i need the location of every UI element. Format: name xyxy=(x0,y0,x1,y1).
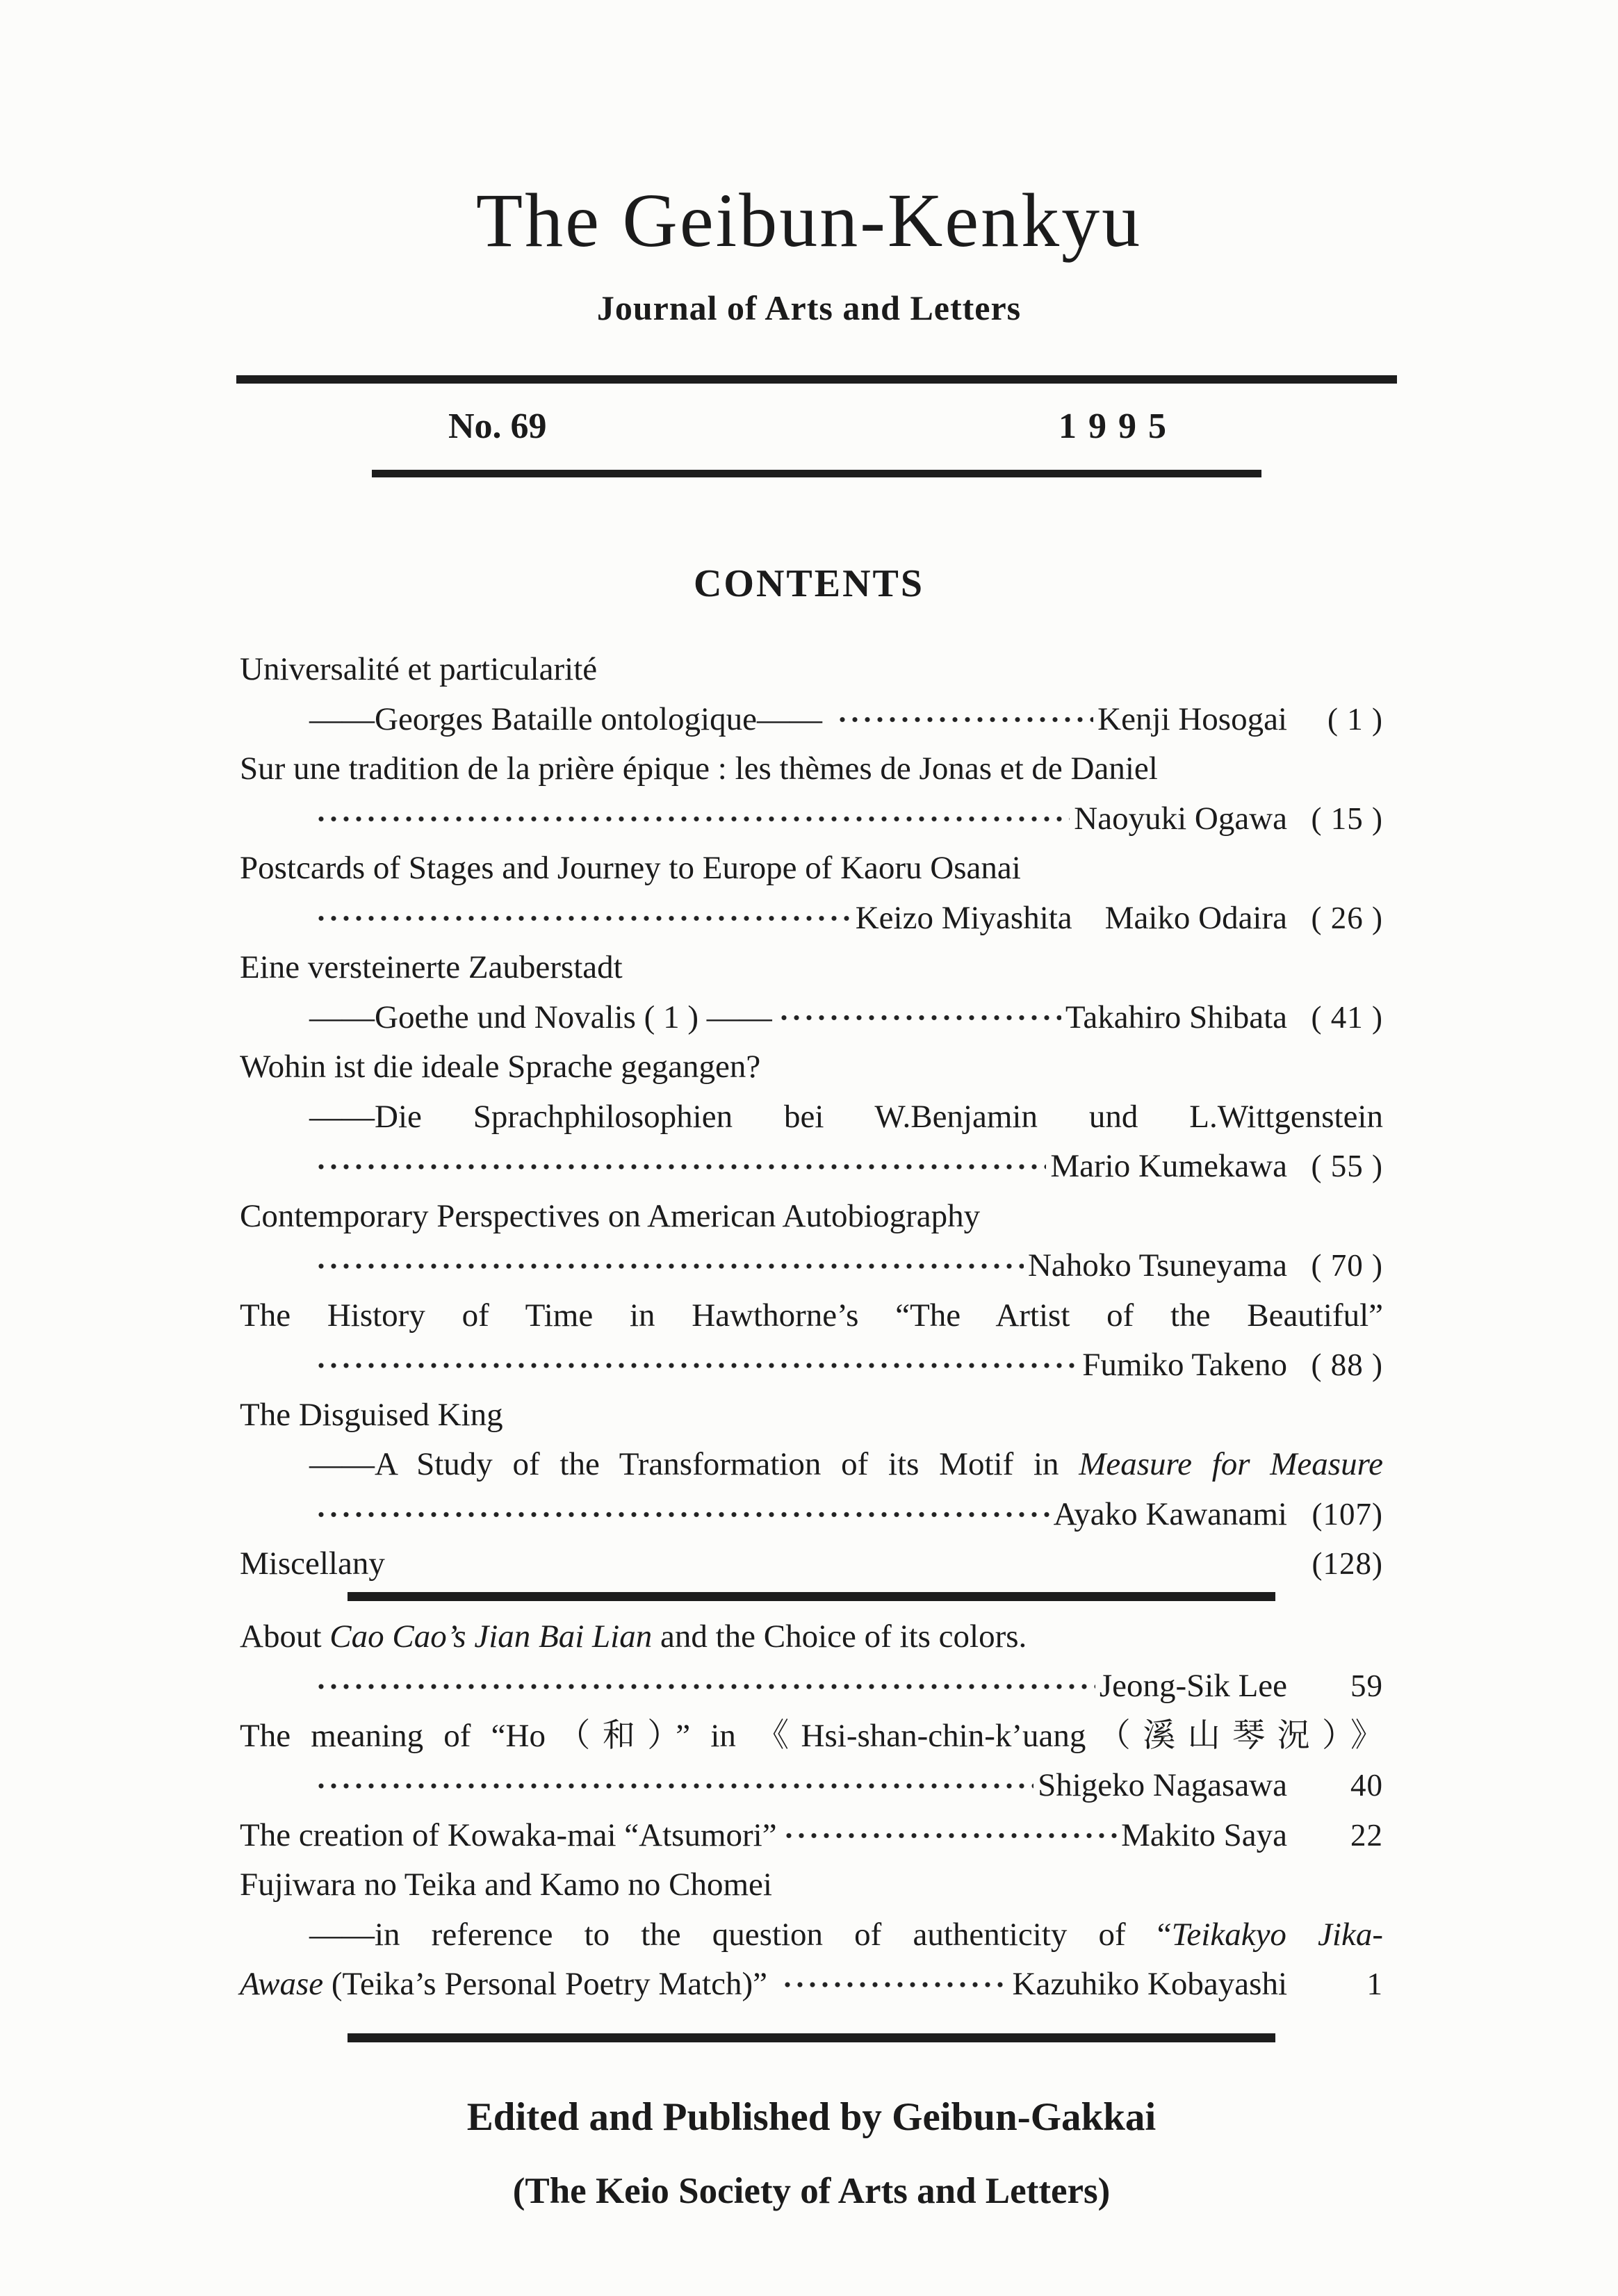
issue-year: 1995 xyxy=(1059,407,1178,446)
dot-leader xyxy=(775,993,1061,1043)
author-name: Keizo Miyashita Maiko Odaira xyxy=(855,899,1287,936)
author-name: Fumiko Takeno xyxy=(1082,1347,1287,1383)
author-name: Kazuhiko Kobayashi xyxy=(1012,1966,1287,2002)
toc-section-2 xyxy=(240,1612,1383,2010)
footer-rule xyxy=(348,2033,1275,2042)
dot-leader xyxy=(833,695,1093,745)
author-name: Makito Saya xyxy=(1121,1817,1287,1853)
issue-rule xyxy=(372,470,1261,477)
title-rule xyxy=(236,375,1397,384)
toc-line xyxy=(240,1761,1383,1811)
toc-line xyxy=(240,1142,1383,1192)
toc-line xyxy=(240,744,1383,794)
toc-line xyxy=(240,1539,1383,1589)
page-number: ( 41 ) xyxy=(1311,999,1383,1035)
toc-text: Fujiwara no Teika and Kamo no Chomei xyxy=(240,1867,772,1903)
page-number: 1 xyxy=(1366,1967,1383,2001)
toc-line xyxy=(240,1241,1383,1291)
toc-line xyxy=(240,1192,1383,1242)
page-number: ( 26 ) xyxy=(1311,900,1383,935)
toc-line xyxy=(240,1340,1383,1391)
dot-leader xyxy=(312,1761,1033,1811)
dot-leader xyxy=(312,894,851,944)
toc-line xyxy=(240,1042,1383,1092)
dot-leader xyxy=(312,1142,1046,1192)
toc-text: ——Goethe und Novalis ( 1 ) —— xyxy=(309,999,772,1035)
page-number: ( 1 ) xyxy=(1327,701,1383,737)
toc-text: Miscellany xyxy=(240,1545,385,1582)
toc-line xyxy=(240,1291,1383,1341)
toc-line xyxy=(240,1860,1383,1910)
contents-body xyxy=(240,645,1383,2213)
toc-text: Postcards of Stages and Journey to Europe of Kaoru Osanai xyxy=(240,850,1021,886)
toc-line xyxy=(240,1712,1383,1762)
toc-line xyxy=(240,1960,1383,2010)
author-name: Jeong-Sik Lee xyxy=(1099,1668,1287,1704)
page-number: 40 xyxy=(1350,1768,1383,1803)
toc-line xyxy=(240,1490,1383,1540)
toc-line xyxy=(240,1440,1383,1490)
toc-text: (Teika’s Personal Poetry Match)” xyxy=(323,1966,776,2002)
author-name: Shigeko Nagasawa xyxy=(1038,1767,1287,1803)
author-name: Naoyuki Ogawa xyxy=(1074,800,1287,837)
page-number: ( 55 ) xyxy=(1311,1149,1383,1183)
publisher-line: Edited and Published by Geibun-Gakkai xyxy=(466,2094,1157,2139)
toc-section-1 xyxy=(240,645,1383,1589)
toc-text: The Disguised King xyxy=(240,1396,503,1433)
toc-text: Awase xyxy=(240,1966,324,2002)
toc-text: Teikakyo Jika- xyxy=(1171,1916,1383,1953)
toc-text: The History of Time in Hawthorne’s “The Artist of the Beautiful” xyxy=(240,1297,1383,1334)
author-name: Takahiro Shibata xyxy=(1065,999,1287,1035)
dot-leader xyxy=(778,1960,1008,2010)
page-number: 59 xyxy=(1350,1668,1383,1703)
page-number: (128) xyxy=(1311,1546,1383,1581)
toc-text: Wohin ist die ideale Sprache gegangen? xyxy=(240,1049,761,1085)
dot-leader xyxy=(312,1490,1049,1540)
dot-leader xyxy=(312,794,1070,844)
toc-text: Eine versteinerte Zauberstadt xyxy=(240,949,623,985)
toc-text: The meaning of “Ho（和）” in 《Hsi-shan-chin-k’uang（溪山琴況）》 xyxy=(240,1717,1383,1754)
toc-text: ——in reference to the question of authenticity of “ xyxy=(309,1916,1172,1953)
page-number: 22 xyxy=(1350,1817,1383,1853)
toc-line xyxy=(240,1092,1383,1142)
toc-line xyxy=(240,1662,1383,1712)
toc-line xyxy=(240,1811,1383,1861)
toc-line xyxy=(240,894,1383,944)
journal-subtitle: Journal of Arts and Letters xyxy=(596,288,1022,327)
toc-text: Cao Cao’s Jian Bai Lian xyxy=(329,1618,653,1655)
contents-heading: CONTENTS xyxy=(693,562,925,605)
toc-text: ——Georges Bataille ontologique—— xyxy=(309,700,831,737)
page-number: (107) xyxy=(1311,1496,1383,1532)
toc-line xyxy=(240,645,1383,695)
toc-line xyxy=(240,844,1383,894)
toc-line xyxy=(240,1910,1383,1960)
journal-title: The Geibun-Kenkyu xyxy=(475,178,1143,263)
toc-text: Universalité et particularité xyxy=(240,651,598,687)
dot-leader xyxy=(780,1811,1118,1861)
toc-text: The creation of Kowaka-mai “Atsumori” xyxy=(240,1817,777,1853)
toc-text: ——A Study of the Transformation of its Motif in xyxy=(309,1446,1079,1482)
toc-text: Contemporary Perspectives on American Autobiography xyxy=(240,1197,981,1234)
section-divider-rule xyxy=(348,1592,1275,1601)
toc-line xyxy=(240,993,1383,1043)
toc-text: About xyxy=(240,1618,330,1655)
toc-line xyxy=(240,695,1383,745)
dot-leader xyxy=(312,1662,1095,1712)
author-name: Ayako Kawanami xyxy=(1053,1495,1287,1532)
author-name: Mario Kumekawa xyxy=(1050,1148,1287,1184)
toc-text: Sur une tradition de la prière épique : les thèmes de Jonas et de Daniel xyxy=(240,751,1158,787)
author-name: Kenji Hosogai xyxy=(1097,700,1287,737)
dot-leader xyxy=(312,1241,1024,1291)
toc-line xyxy=(240,943,1383,993)
dot-leader xyxy=(312,1340,1078,1391)
toc-line xyxy=(240,1391,1383,1441)
issue-number: No. 69 xyxy=(448,407,547,446)
toc-text: and the Choice of its colors. xyxy=(652,1618,1027,1655)
toc-text: ——Die Sprachphilosophien bei W.Benjamin und L.Wittgenstein xyxy=(309,1098,1383,1135)
toc-text: Measure for Measure xyxy=(1079,1446,1383,1482)
toc-line xyxy=(240,794,1383,844)
publisher-society-line: (The Keio Society of Arts and Letters) xyxy=(512,2170,1111,2211)
page-number: ( 88 ) xyxy=(1311,1347,1383,1382)
page-number: ( 70 ) xyxy=(1311,1248,1383,1283)
author-name: Nahoko Tsuneyama xyxy=(1027,1247,1287,1284)
page-number: ( 15 ) xyxy=(1311,801,1383,836)
toc-line xyxy=(240,1612,1383,1662)
